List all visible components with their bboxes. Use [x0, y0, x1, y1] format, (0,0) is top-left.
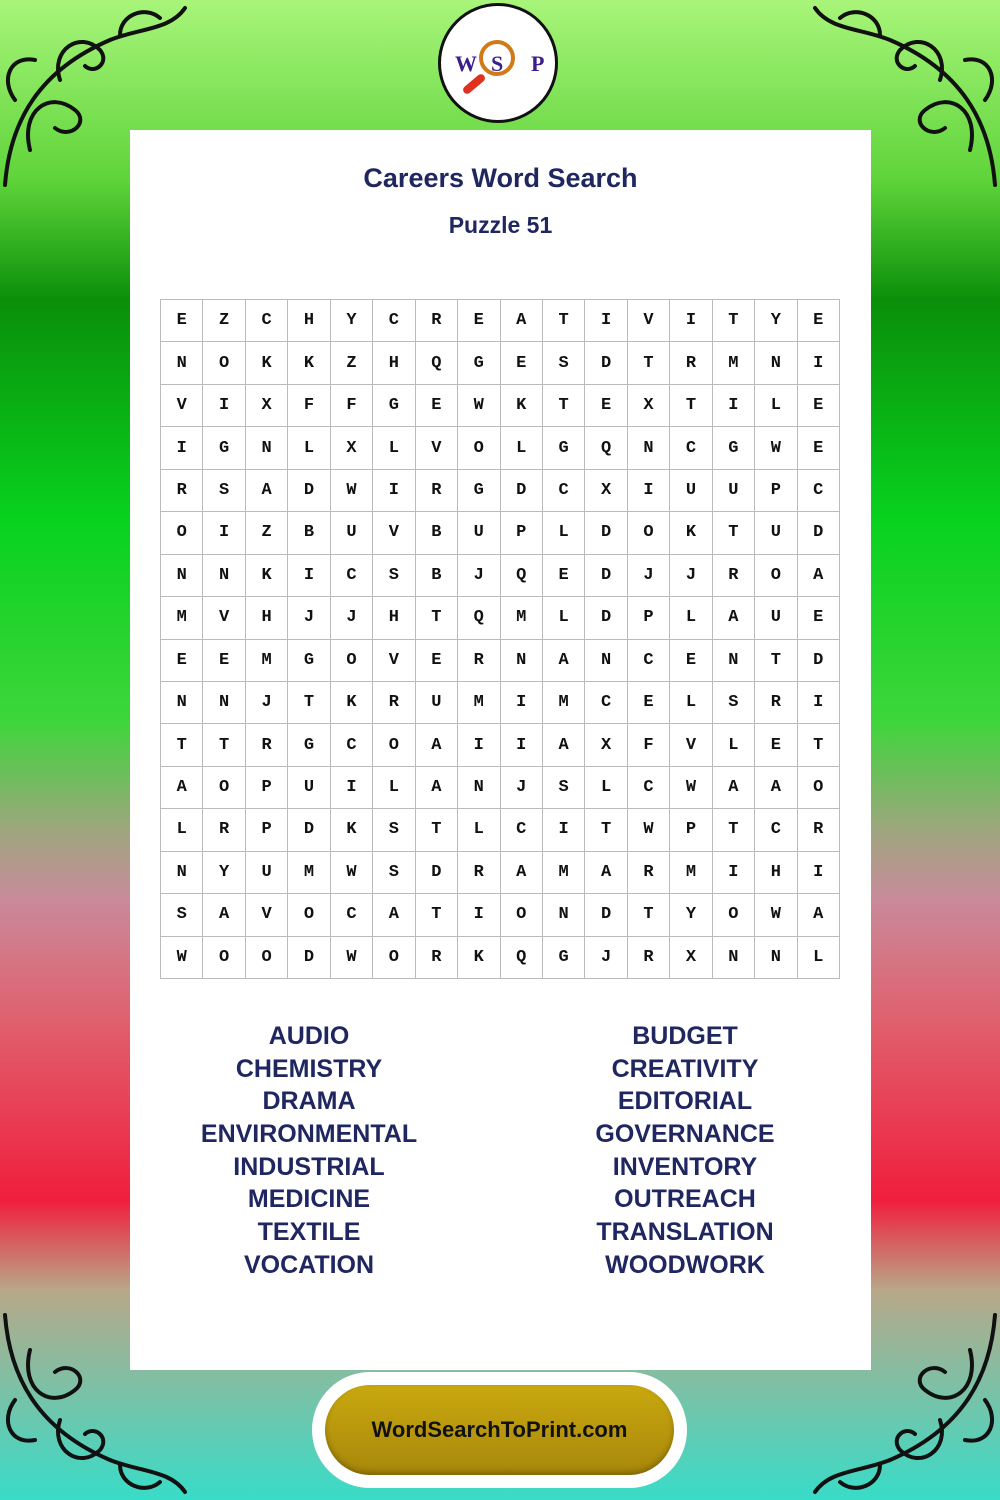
grid-cell: G — [288, 640, 330, 682]
grid-cell: T — [543, 385, 585, 427]
grid-cell: C — [798, 470, 840, 512]
grid-cell: U — [416, 682, 458, 724]
grid-cell: X — [331, 427, 373, 469]
grid-cell: L — [670, 597, 712, 639]
grid-cell: K — [288, 342, 330, 384]
grid-cell: C — [585, 682, 627, 724]
grid-cell: J — [458, 555, 500, 597]
grid-cell: T — [713, 512, 755, 554]
word-list-item: CREATIVITY — [611, 1054, 759, 1083]
grid-cell: T — [161, 724, 203, 766]
grid-cell: E — [416, 640, 458, 682]
grid-cell: M — [543, 682, 585, 724]
puzzle-number: Puzzle 51 — [448, 212, 553, 238]
grid-cell: T — [798, 724, 840, 766]
grid-cell: W — [628, 809, 670, 851]
grid-cell: C — [331, 555, 373, 597]
grid-cell: U — [670, 470, 712, 512]
grid-cell: N — [755, 937, 797, 979]
grid-cell: A — [501, 300, 543, 342]
grid-cell: V — [416, 427, 458, 469]
grid-cell: C — [628, 640, 670, 682]
grid-cell: D — [288, 470, 330, 512]
grid-cell: P — [246, 767, 288, 809]
grid-cell: D — [585, 597, 627, 639]
grid-cell: T — [628, 894, 670, 936]
grid-cell: A — [161, 767, 203, 809]
grid-cell: B — [416, 555, 458, 597]
grid-cell: A — [373, 894, 415, 936]
grid-cell: A — [416, 724, 458, 766]
grid-cell: L — [373, 767, 415, 809]
grid-cell: R — [161, 470, 203, 512]
grid-cell: J — [501, 767, 543, 809]
grid-cell: G — [373, 385, 415, 427]
grid-cell: E — [670, 640, 712, 682]
grid-cell: P — [501, 512, 543, 554]
grid-cell: X — [585, 724, 627, 766]
grid-cell: S — [373, 852, 415, 894]
grid-cell: W — [331, 470, 373, 512]
grid-cell: Y — [203, 852, 245, 894]
grid-cell: C — [543, 470, 585, 512]
grid-cell: E — [798, 427, 840, 469]
grid-cell: C — [331, 894, 373, 936]
grid-cell: W — [755, 427, 797, 469]
grid-cell: P — [755, 470, 797, 512]
grid-cell: I — [543, 809, 585, 851]
word-list-right — [500, 1020, 870, 1282]
grid-cell: K — [331, 682, 373, 724]
grid-cell: U — [755, 512, 797, 554]
grid-cell: C — [331, 724, 373, 766]
grid-cell: N — [246, 427, 288, 469]
grid-cell: G — [713, 427, 755, 469]
grid-cell: D — [501, 470, 543, 512]
grid-cell: H — [288, 300, 330, 342]
grid-cell: O — [203, 937, 245, 979]
grid-cell: T — [416, 894, 458, 936]
grid-cell: R — [628, 852, 670, 894]
grid-cell: L — [585, 767, 627, 809]
logo-letter-s: S — [491, 51, 504, 76]
grid-cell: E — [798, 300, 840, 342]
grid-cell: W — [331, 937, 373, 979]
grid-cell: O — [713, 894, 755, 936]
grid-cell: N — [543, 894, 585, 936]
grid-cell: A — [501, 852, 543, 894]
grid-cell: O — [755, 555, 797, 597]
grid-cell: V — [246, 894, 288, 936]
grid-cell: N — [458, 767, 500, 809]
grid-cell: F — [288, 385, 330, 427]
grid-cell: P — [628, 597, 670, 639]
word-list-item: TEXTILE — [257, 1218, 361, 1247]
grid-cell: L — [798, 937, 840, 979]
grid-cell: R — [373, 682, 415, 724]
grid-cell: O — [628, 512, 670, 554]
grid-cell: T — [755, 640, 797, 682]
logo-letter-w: W — [455, 51, 477, 76]
grid-cell: O — [161, 512, 203, 554]
grid-cell: L — [755, 385, 797, 427]
grid-cell: X — [246, 385, 288, 427]
grid-cell: G — [288, 724, 330, 766]
grid-cell: V — [670, 724, 712, 766]
grid-cell: F — [628, 724, 670, 766]
grid-cell: L — [161, 809, 203, 851]
grid-cell: I — [585, 300, 627, 342]
grid-cell: I — [713, 852, 755, 894]
grid-cell: R — [670, 342, 712, 384]
grid-cell: Q — [501, 937, 543, 979]
grid-cell: R — [458, 640, 500, 682]
grid-cell: I — [203, 512, 245, 554]
grid-cell: E — [161, 640, 203, 682]
grid-cell: R — [416, 470, 458, 512]
grid-cell: H — [373, 342, 415, 384]
grid-cell: I — [161, 427, 203, 469]
grid-cell: V — [373, 640, 415, 682]
grid-cell: B — [416, 512, 458, 554]
grid-cell: N — [161, 682, 203, 724]
grid-cell: G — [543, 427, 585, 469]
grid-cell: R — [416, 300, 458, 342]
grid-cell: E — [798, 597, 840, 639]
grid-cell: R — [755, 682, 797, 724]
grid-cell: T — [203, 724, 245, 766]
grid-cell: E — [755, 724, 797, 766]
grid-cell: N — [628, 427, 670, 469]
grid-cell: T — [288, 682, 330, 724]
grid-cell: I — [458, 724, 500, 766]
grid-cell: A — [203, 894, 245, 936]
grid-cell: S — [161, 894, 203, 936]
grid-cell: E — [543, 555, 585, 597]
grid-cell: J — [670, 555, 712, 597]
grid-cell: C — [755, 809, 797, 851]
grid-cell: U — [713, 470, 755, 512]
grid-cell: E — [585, 385, 627, 427]
grid-cell: H — [373, 597, 415, 639]
grid-cell: O — [373, 724, 415, 766]
grid-cell: A — [543, 640, 585, 682]
grid-cell: M — [161, 597, 203, 639]
grid-cell: W — [670, 767, 712, 809]
grid-cell: C — [501, 809, 543, 851]
grid-cell: I — [670, 300, 712, 342]
grid-cell: N — [713, 640, 755, 682]
grid-cell: J — [331, 597, 373, 639]
word-list-item: MEDICINE — [247, 1185, 371, 1214]
grid-cell: S — [373, 555, 415, 597]
grid-cell: E — [161, 300, 203, 342]
grid-cell: G — [458, 470, 500, 512]
grid-cell: L — [373, 427, 415, 469]
grid-cell: T — [628, 342, 670, 384]
grid-cell: C — [246, 300, 288, 342]
grid-cell: M — [246, 640, 288, 682]
grid-cell: P — [246, 809, 288, 851]
grid-cell: U — [288, 767, 330, 809]
grid-cell: K — [246, 555, 288, 597]
grid-cell: W — [458, 385, 500, 427]
grid-cell: N — [755, 342, 797, 384]
word-list-item: BUDGET — [632, 1022, 738, 1050]
word-list-item: INVENTORY — [612, 1152, 758, 1181]
grid-cell: I — [373, 470, 415, 512]
grid-cell: S — [373, 809, 415, 851]
grid-cell: N — [203, 682, 245, 724]
grid-cell: S — [203, 470, 245, 512]
grid-cell: T — [543, 300, 585, 342]
grid-cell: K — [458, 937, 500, 979]
grid-cell: D — [288, 937, 330, 979]
grid-cell: L — [670, 682, 712, 724]
grid-cell: A — [585, 852, 627, 894]
grid-cell: R — [713, 555, 755, 597]
grid-cell: O — [458, 427, 500, 469]
grid-cell: D — [585, 342, 627, 384]
grid-cell: Q — [585, 427, 627, 469]
word-list-item: GOVERNANCE — [595, 1120, 775, 1149]
grid-cell: K — [246, 342, 288, 384]
word-list-item: DRAMA — [262, 1087, 356, 1116]
grid-cell: A — [416, 767, 458, 809]
grid-cell: O — [203, 342, 245, 384]
grid-cell: I — [713, 385, 755, 427]
grid-cell: A — [246, 470, 288, 512]
grid-cell: H — [755, 852, 797, 894]
puzzle-sheet — [130, 130, 871, 1370]
grid-cell: T — [670, 385, 712, 427]
grid-cell: E — [501, 342, 543, 384]
grid-cell: W — [161, 937, 203, 979]
grid-cell: I — [798, 682, 840, 724]
word-list-item: INDUSTRIAL — [233, 1152, 385, 1181]
grid-cell: X — [628, 385, 670, 427]
grid-cell: D — [585, 894, 627, 936]
grid-cell: Y — [755, 300, 797, 342]
grid-cell: G — [203, 427, 245, 469]
grid-cell: G — [458, 342, 500, 384]
grid-cell: M — [288, 852, 330, 894]
grid-cell: Q — [458, 597, 500, 639]
grid-cell: I — [331, 767, 373, 809]
grid-cell: I — [798, 852, 840, 894]
grid-cell: N — [501, 640, 543, 682]
grid-cell: I — [458, 894, 500, 936]
grid-cell: I — [501, 682, 543, 724]
grid-cell: T — [713, 300, 755, 342]
grid-cell: W — [331, 852, 373, 894]
grid-cell: E — [798, 385, 840, 427]
grid-cell: I — [628, 470, 670, 512]
grid-cell: L — [458, 809, 500, 851]
logo-letter-p: P — [531, 51, 545, 76]
grid-cell: J — [628, 555, 670, 597]
grid-cell: W — [755, 894, 797, 936]
grid-cell: A — [713, 597, 755, 639]
grid-cell: T — [416, 809, 458, 851]
grid-cell: D — [585, 512, 627, 554]
word-list-item: ENVIRONMENTAL — [200, 1120, 418, 1149]
grid-cell: I — [798, 342, 840, 384]
grid-cell: Z — [203, 300, 245, 342]
grid-cell: Z — [246, 512, 288, 554]
grid-cell: M — [501, 597, 543, 639]
grid-cell: H — [246, 597, 288, 639]
word-list-item: OUTREACH — [614, 1185, 756, 1214]
grid-cell: T — [416, 597, 458, 639]
word-list-left — [124, 1020, 494, 1282]
grid-cell: Y — [670, 894, 712, 936]
grid-cell: V — [161, 385, 203, 427]
word-list-item: WOODWORK — [605, 1250, 765, 1279]
grid-cell: Z — [331, 342, 373, 384]
word-list-item: TRANSLATION — [596, 1218, 774, 1247]
grid-cell: X — [585, 470, 627, 512]
grid-cell: B — [288, 512, 330, 554]
grid-cell: N — [161, 555, 203, 597]
grid-cell: I — [288, 555, 330, 597]
grid-cell: S — [543, 767, 585, 809]
grid-cell: M — [670, 852, 712, 894]
grid-cell: J — [288, 597, 330, 639]
grid-cell: O — [798, 767, 840, 809]
grid-cell: U — [246, 852, 288, 894]
grid-cell: O — [373, 937, 415, 979]
grid-cell: R — [203, 809, 245, 851]
grid-cell: O — [331, 640, 373, 682]
grid-cell: O — [288, 894, 330, 936]
grid-cell: K — [331, 809, 373, 851]
grid-cell: N — [161, 342, 203, 384]
grid-cell: Q — [501, 555, 543, 597]
word-list-item: VOCATION — [243, 1250, 375, 1279]
grid-cell: E — [416, 385, 458, 427]
grid-cell: D — [798, 640, 840, 682]
grid-cell: V — [203, 597, 245, 639]
grid-cell: G — [543, 937, 585, 979]
grid-cell: J — [246, 682, 288, 724]
grid-cell: P — [670, 809, 712, 851]
grid-cell: T — [585, 809, 627, 851]
grid-cell: A — [755, 767, 797, 809]
site-button[interactable] — [325, 1385, 674, 1475]
grid-cell: R — [246, 724, 288, 766]
grid-cell: R — [798, 809, 840, 851]
grid-cell: C — [628, 767, 670, 809]
grid-cell: D — [585, 555, 627, 597]
word-list-item: CHEMISTRY — [235, 1054, 383, 1083]
grid-cell: O — [501, 894, 543, 936]
grid-cell: C — [373, 300, 415, 342]
grid-cell: V — [628, 300, 670, 342]
grid-cell: K — [670, 512, 712, 554]
grid-cell: N — [203, 555, 245, 597]
grid-cell: L — [713, 724, 755, 766]
grid-cell: D — [416, 852, 458, 894]
grid-cell: A — [713, 767, 755, 809]
grid-cell: L — [288, 427, 330, 469]
grid-cell: C — [670, 427, 712, 469]
grid-cell: O — [203, 767, 245, 809]
grid-cell: S — [713, 682, 755, 724]
grid-cell: J — [585, 937, 627, 979]
word-list-item: AUDIO — [268, 1022, 350, 1050]
grid-cell: L — [543, 512, 585, 554]
grid-cell: I — [501, 724, 543, 766]
grid-cell: D — [798, 512, 840, 554]
grid-cell: S — [543, 342, 585, 384]
grid-cell: Q — [416, 342, 458, 384]
grid-cell: U — [331, 512, 373, 554]
grid-cell: E — [628, 682, 670, 724]
grid-cell: A — [798, 555, 840, 597]
puzzle-title: Careers Word Search — [363, 163, 638, 193]
grid-cell: R — [416, 937, 458, 979]
grid-cell: I — [203, 385, 245, 427]
site-badge — [312, 1372, 687, 1488]
grid-cell: E — [203, 640, 245, 682]
grid-cell: F — [331, 385, 373, 427]
grid-cell: K — [501, 385, 543, 427]
grid-cell: Y — [331, 300, 373, 342]
grid-cell: M — [543, 852, 585, 894]
grid-cell: R — [628, 937, 670, 979]
grid-cell: M — [713, 342, 755, 384]
grid-cell: O — [246, 937, 288, 979]
grid-cell: V — [373, 512, 415, 554]
grid-cell: E — [458, 300, 500, 342]
grid-cell: L — [501, 427, 543, 469]
site-url: WordSearchToPrint.com — [371, 1417, 628, 1442]
grid-cell: N — [713, 937, 755, 979]
grid-cell: L — [543, 597, 585, 639]
grid-cell: T — [713, 809, 755, 851]
letter-grid — [160, 299, 840, 979]
grid-cell: N — [161, 852, 203, 894]
wsp-logo — [438, 3, 558, 123]
grid-cell: M — [458, 682, 500, 724]
grid-cell: U — [755, 597, 797, 639]
grid-cell: D — [288, 809, 330, 851]
grid-cell: R — [458, 852, 500, 894]
grid-cell: U — [458, 512, 500, 554]
grid-cell: A — [543, 724, 585, 766]
word-list-item: EDITORIAL — [617, 1087, 753, 1116]
grid-cell: X — [670, 937, 712, 979]
grid-cell: N — [585, 640, 627, 682]
grid-cell: A — [798, 894, 840, 936]
